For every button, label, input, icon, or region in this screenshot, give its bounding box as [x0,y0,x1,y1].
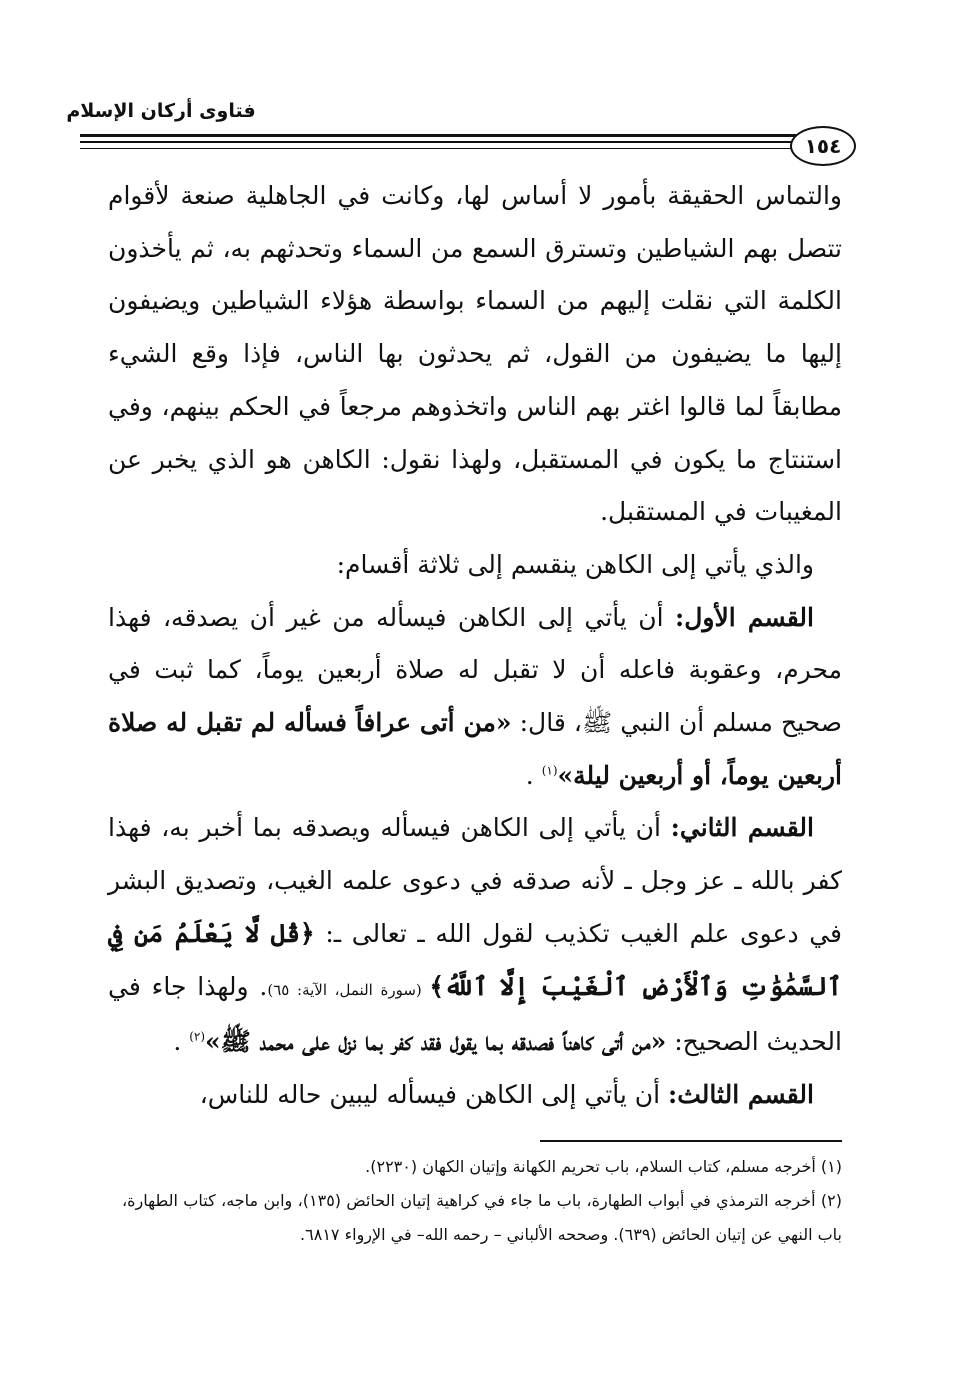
quran-reference: (سورة النمل، الآية: ٦٥) [267,980,430,999]
footnote-ref-1[interactable]: (١) [541,763,558,778]
second-category-text-2: . ولهذا جاء في الحديث الصحيح: [108,971,842,1057]
footnote-1: (١) أخرجه مسلم، كتاب السلام، باب تحريم الكهانة وإتيان الكهان (٢٢٣٠). [365,1157,842,1176]
second-category-end: . [173,1027,190,1057]
hadith-arraf: «من أتى عرافاً فسأله لم تقبل له صلاة أربعين يوماً، أو أربعين ليلة» [108,708,842,790]
footnote-ref-2[interactable]: (٢) [189,1029,206,1044]
second-category-text: أن يأتي إلى الكاهن فيسأله ويصدقه بما أخبر به، فهذا كفر بالله ـ عز وجل ـ لأنه صدقه في دعوى علمه الغيب، وتصديق البشر في دعوى علم الغيب تكذيب لقول الله ـ تعالى ـ: [108,813,842,948]
paragraph-first-category [108,592,842,803]
footnote-separator [540,1140,842,1142]
body-text [108,170,842,1122]
second-category-label: القسم الثاني: [670,813,814,843]
page-number: ١٥٤ [804,134,842,158]
running-header-title: فتاوى أركان الإسلام [66,100,256,122]
first-category-end: . [525,760,542,790]
header-rule-thick [80,134,798,137]
first-category-label: القسم الأول: [674,602,814,632]
paragraph-second-category [108,802,842,1069]
header-rule-middle [80,141,798,143]
quran-verse: ﴿قُل لَّا يَعْلَمُ مَن فِي ٱلسَّمَٰوَٰتِ وَٱلْأَرْضِ ٱلْغَيْبَ إِلَّا ٱللَّهُ﴾ [108,918,842,1001]
page-number-badge [790,126,856,166]
third-category-text: أن يأتي إلى الكاهن فيسأله ليبين حاله للناس، [199,1079,669,1109]
footnote-2: (٢) أخرجه الترمذي في أبواب الطهارة، باب ما جاء في كراهية إتيان الحائض (١٣٥)، وابن ماجه، كتاب الطهارة، باب النهي عن إتيان الحائض (٦٣٩). وصححه الألباني – رحمه الله– في الإرواء ٦٨١٧. [122,1191,843,1244]
header-rule-thin [80,148,798,149]
paragraph-2: والذي يأتي إلى الكاهن ينقسم إلى ثلاثة أقسام: [336,549,814,579]
hadith-kahin: «من أتى كاهناً فصدقه بما يقول فقد كفر بما نزل على محمد ﷺ» [205,1027,667,1057]
first-category-text: أن يأتي إلى الكاهن فيسأله من غير أن يصدقه، فهذا محرم، وعقوبة فاعله أن لا تقبل له صلاة أربعين يوماً، كما ثبت في صحيح مسلم أن النبي ﷺ، قال: [108,602,842,738]
paragraph-1: والتماس الحقيقة بأمور لا أساس لها، وكانت في الجاهلية صنعة لأقوام تتصل بهم الشياطين وتسترق السمع من السماء وتحدثهم به، ثم يأخذون الكلمة التي نقلت إليهم من السماء بواسطة هؤلاء الشياطين ويضيفون إليها ما يضيفون من القول، ثم يحدثون بها الناس، فإذا وقع الشيء مطابقاً لما قالوا اغتر بهم الناس واتخذوهم مرجعاً في الحكم بينهم، وفي استنتاج ما يكون في المستقبل، ولهذا نقول: الكاهن هو الذي يخبر عن المغيبات في المستقبل. [108,181,842,527]
paragraph-third-category [108,1069,842,1122]
footnotes [122,1150,842,1252]
third-category-label: القسم الثالث: [668,1079,814,1109]
